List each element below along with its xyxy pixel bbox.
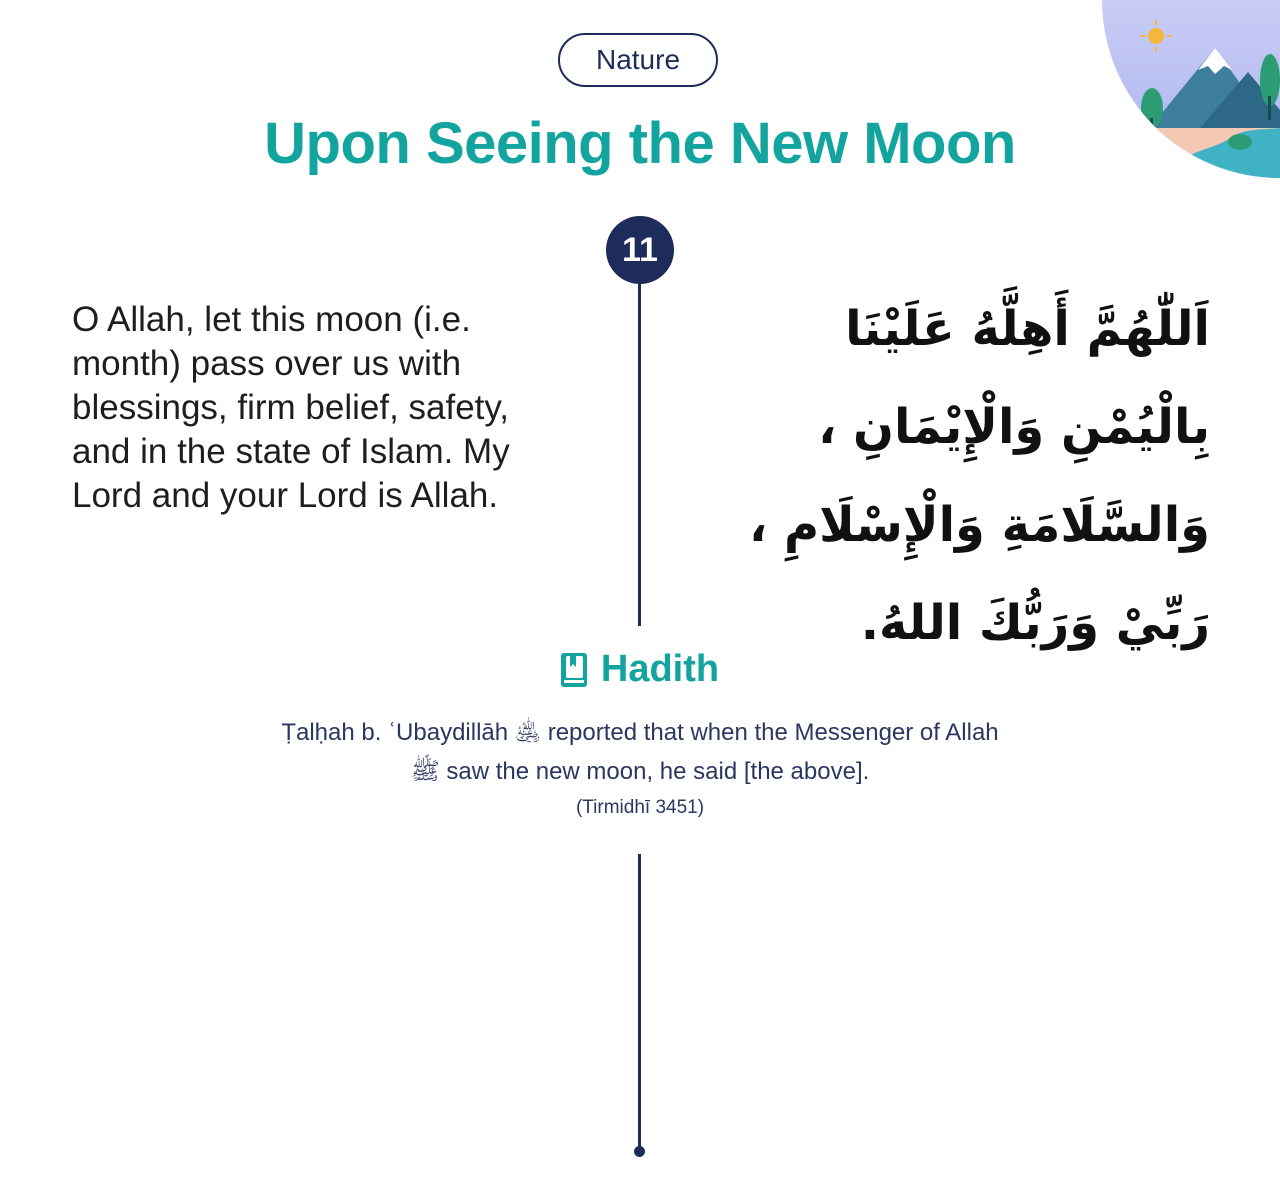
dua-arabic-text: اَللّٰهُمَّ أَهِلَّهُ عَلَيْنَا بِالْيُمْنِ وَالْإِيْمَانِ ، وَالسَّلَامَةِ وَالْإِسْلَامِ ، رَبِّيْ وَرَبُّكَ اللهُ. [749, 301, 1210, 651]
hadith-heading [0, 648, 1280, 691]
timeline-end-dot [634, 1146, 645, 1157]
category-pill[interactable]: Nature [558, 33, 718, 87]
hadith-source: (Tirmidhī 3451) [575, 797, 705, 818]
dua-translation: O Allah, let this moon (i.e. month) pass over us with blessings, firm belief, safety, and in the state of Islam. My Lord and your Lord is Allah. [72, 300, 510, 515]
dua-number-badge: 11 [606, 216, 674, 284]
timeline-line-top [638, 284, 641, 626]
hadith-narration: Ṭalḥah b. ʿUbaydillāh ﵁ reported that when the Messenger of Allah ﷺ saw the new moon, he said [the above]. [281, 719, 999, 785]
book-icon [561, 653, 587, 687]
page-title: Upon Seeing the New Moon [264, 111, 1016, 176]
hadith-label: Hadith [600, 648, 720, 690]
timeline-line-bottom [638, 854, 641, 1150]
nature-illustration [1100, 0, 1280, 180]
